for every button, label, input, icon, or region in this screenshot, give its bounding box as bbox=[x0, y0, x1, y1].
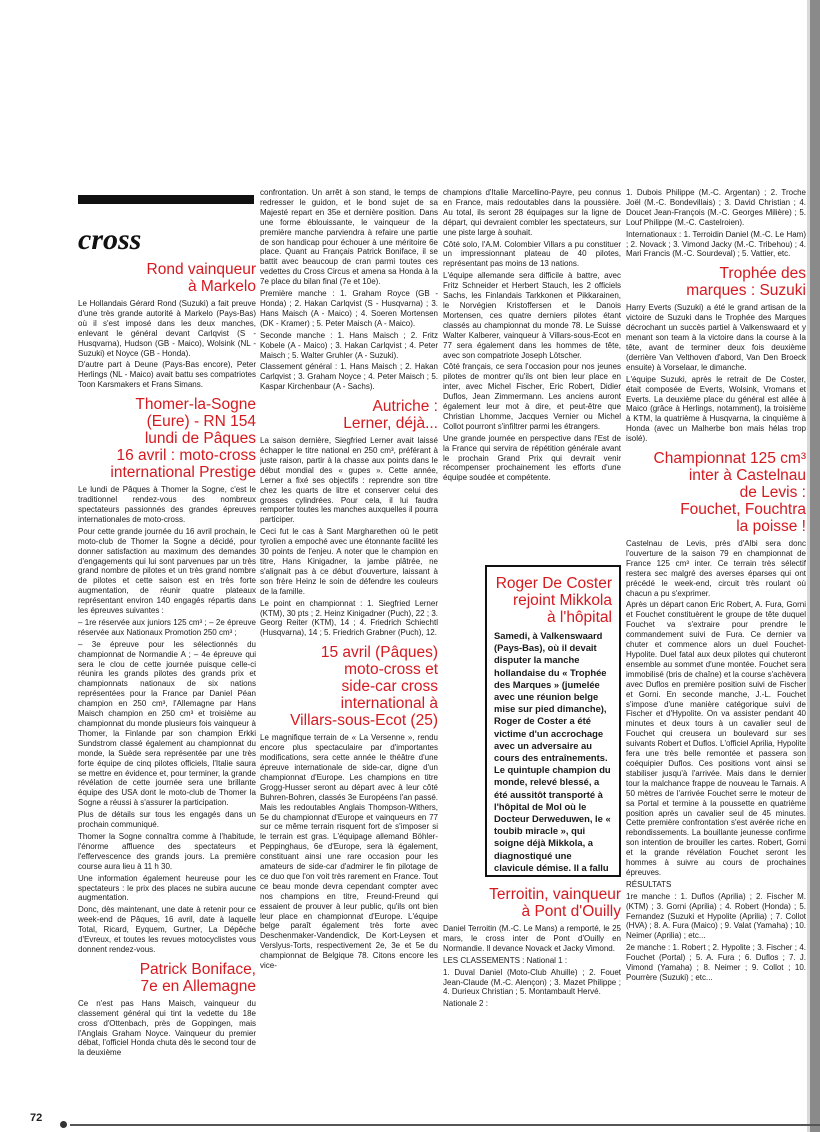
paragraph: Une information également heureuse pour les spectateurs : le prix des places ne subira aucune augmentation. bbox=[78, 873, 256, 903]
paragraph: Côté français, ce sera l'occasion pour nos jeunes pilotes de montrer qu'ils ont bien leur place en inter, avec Michel Fischer, Eric Robert, Didier Duflos, Jean Zimmermann. Les anciens auront également leur mot à dire, et peut-être que Christian Lhomme, Jacques Vernier ou Michel Collot pourront s'infiltrer parmi les étrangers. bbox=[443, 362, 621, 431]
paragraph: Nationale 2 : bbox=[443, 999, 488, 1009]
column-2 bbox=[260, 188, 438, 1108]
section-top-bar bbox=[78, 195, 254, 204]
paragraph: Pour cette grande journée du 16 avril prochain, le moto-club de Thomer la Sogne a décidé, pour donner satisfaction au maximum des demandes d'engagements qui lui sont parvenues par un très grand nombre de pilotes et un très grand nombre de pilotes et cette saison est en très forte augmentation, de réunir quatre plateaux représentant environ 140 engagés répartis dans les épreuves suivantes : bbox=[78, 526, 256, 616]
paragraph: Côté solo, l'A.M. Colombier Villars a pu constituer un impressionnant plateau de 40 pilotes, représentant pas moins de 13 nations. bbox=[443, 239, 621, 269]
headline-terroitin: Terroitin, vainqueur à Pont d'Ouilly bbox=[489, 886, 621, 920]
paragraph: Le lundi de Pâques à Thomer la Sogne, c'est le traditionnel rendez-vous des nombreux spectateurs passionnés des grandes épreuves internationales de moto-cross. bbox=[78, 485, 256, 524]
paragraph: Le magnifique terrain de « La Versenne », rendu encore plus spectaculaire par d'importantes modifications, sera cette année le théâtre d'une épreuve internationale de side-car, digne d'un championnat d'Europe. Les champions en titre Grogg-Husser seront au départ avec à leur côté Buhren-Bohren, classés 3e Européens l'an passé. Mais les redoutables Anglais Thompson-Withers, 5e du championnat d'Europe et vainqueurs en 77 sur ce même terrain risquent fort de s'imposer si le terrain est gras. L'équipage allemand Böhler-Peppinghaus, 6e d'Europe, sera là également, constituant ainsi une rare occasion pour les amateurs de side-car d'admirer le fin pilotage de ce duo que l'on voit très rarement en France. Tout ce beau monde devra cependant compter avec nos champions en titre, Freund-Freund qui essaient de prouver à leur public, qu'ils ont bien leur place en championnat d'Europe. L'équipe belge paraît également très forte avec Deschenmaker-Vandendick, De Kort-Leysen et Verslyus-Torts, respectivement 2e, 3e et 5e du championnat de Belgique 78. Citons encore les vice- bbox=[260, 733, 438, 971]
headline-de-coster: Roger De Coster rejoint Mikkola à l'hôpital bbox=[495, 575, 612, 626]
paragraph: Harry Everts (Suzuki) a été le grand artisan de la victoire de Suzuki dans le Trophée des Marques décrochant un succès partiel à Valkenswaard et y menant son team à la victoire dans la course à la tête, avant de terminer deux fois deuxième (derrière Van Velthoven d'abord, Van Den Broeck ensuite) à Vorselaar, le dimanche. bbox=[626, 303, 806, 372]
paragraph: Première manche : 1. Graham Royce (GB - Honda) ; 2. Hakan Carlqvist (S - Husqvarna) ; 3. Hans Maisch (A - Maico) ; 4. Soeren Mortensen (DK - Kramer) ; 5. Peter Maisch (A - Maico). bbox=[260, 289, 438, 328]
paragraph: L'équipe Suzuki, après le retrait de De Coster, était composée de Everts, Wolsink, Vromans et Everts. La deuxième place du général est allée à Maico (grâce à Herlings, notamment), la troisième à KTM, la quatrième à Husqvarna, la cinquième à Honda (avec un Malherbe bon mais hélas trop isolé). bbox=[626, 374, 806, 444]
column-4 bbox=[626, 188, 806, 1108]
bottom-rule bbox=[70, 1124, 820, 1126]
paragraph: L'équipe allemande sera difficile à battre, avec Fritz Schneider et Herbert Stauch, les 2 officiels Sachs, les Finlandais Tarkkonen et Pikkarainen, le Norvégien Kristoffersen et le Danois Mortensen, ces quatre derniers pilotes étant classés au championnat du monde 78. Le Suisse Walter Kalberer, vainqueur à Villars-sous-Ecot en 77 sera également dans les hommes de tête, avec son compatriote Joseph Lötscher. bbox=[443, 271, 621, 360]
paragraph: La saison dernière, Siegfried Lerner avait laissé échapper le titre national en 250 cm³, préférant à juste raison, partir à la chasse aux points dans le début mondial des « gupes ». Cette année, Lerner a fixé ses objectifs : reprendre son titre chez les quarts de litre et conserver celui des grosses cylindrées. Pour cela, il lui faudra remporter toutes les manches auxquelles il pourra participer. bbox=[260, 436, 438, 525]
paragraph: – 3e épreuve pour les sélectionnés du championnat de Normandie A ; – 4e épreuve qui sera le clou de cette journée puisque celle-ci réunira les grands pilotes des grands prix et championnats nationaux de six nations représentées pour la France par Daniel Péan champion en 250 cm³, l'Allemagne par Hans Maisch champion en 250 cm³ et troisième au championnat du monde plusieurs fois vainqueur à Thomer, la Finlande par son champion Erkki Sundstrom classé également au championnat du monde, la Suède sera représentée par une très forte équipe de cinq pilotes officiels, l'Italie saura se mettre en évidence et, pour terminer, la grande révélation de cette journée sera une brillante équipe des USA dont le moto-club de Thomer la Sogne a réussi à s'assurer la participation. bbox=[78, 639, 256, 808]
paragraph: Thomer la Sogne connaîtra comme à l'habitude, l'énorme affluence des spectateurs et l'effervescence des grands jours. La première course aura lieu à 11 h 30. bbox=[78, 831, 256, 871]
terroitin-article bbox=[443, 880, 621, 1011]
paragraph: Plus de détails sur tous les engagés dans un prochain communiqué. bbox=[78, 810, 256, 830]
page-edge bbox=[810, 0, 820, 1132]
headline-trophee: Trophée des marques : Suzuki bbox=[686, 265, 806, 300]
column-1 bbox=[78, 205, 256, 1115]
bottom-dot bbox=[60, 1121, 67, 1128]
headline-rond: Rond vainqueur à Markelo bbox=[146, 261, 256, 295]
paragraph: – 1re réservée aux juniors 125 cm³ ; – 2e épreuve réservée aux Nationaux Promotion 250 cm³ ; bbox=[78, 617, 256, 637]
paragraph: 1re manche : 1. Duflos (Aprilia) ; 2. Fischer M. (KTM) ; 3. Gorni (Aprilia) ; 4. Robert (Honda) ; 5. Fernandez (Suzuki et Hypolite (Aprilia) ; 7. Collot (HVA) ; 8. A. Fura (Maico) ; 9. Valat (Yamaha) ; 10. Neimer (Aprilia) ; etc... bbox=[626, 891, 806, 941]
paragraph: RÉSULTATS bbox=[626, 879, 672, 889]
paragraph: Une grande journée en perspective dans l'Est de la France qui servira de répétition générale avant le prochain Grand Prix qui devrait venir récompenser prochainement les efforts d'une équipe soudée et compétente. bbox=[443, 433, 621, 483]
paragraph: Daniel Terroitin (M.-C. Le Mans) a remporté, le 25 mars, le cross inter de Pont d'Ouilly en Normandie. Il devance Novack et Jacky Vimond. bbox=[443, 924, 621, 953]
paragraph: confrontation. Un arrêt à son stand, le temps de redresser le guidon, et le bond sujet de sa Majesté repart en 35e et dernière position. Dans une forme éblouissante, le vainqueur de la première manche parviendra à refaire une partie de son handicap pour échouer à une méritoire 6e place. Quant au Français Patrick Boniface, il se battit avec beaucoup de cran parmi toutes ces vedettes du Cross Circus et amena sa Honda à la 7e place du bilan final (7e et 10e). bbox=[260, 188, 438, 287]
paragraph: 2e manche : 1. Robert ; 2. Hypolite ; 3. Fischer ; 4. Fouchet (Portal) ; 5. A. Fura ; 6. Duflos ; 7. J. Vimond (Yamaha) ; 8. Neimer ; 9. Collot ; 10. Pourrère (Suzuki) ; etc... bbox=[626, 943, 806, 982]
paragraph: LES CLASSEMENTS : National 1 : bbox=[443, 955, 568, 965]
boxed-article-de-coster bbox=[485, 565, 621, 877]
paragraph: Le point en championnat : 1. Siegfried Lerner (KTM), 30 pts ; 2. Heinz Kinigadner (Puch), 22 ; 3. Georg Reiter (KTM), 14 ; 4. Friedrich Schiechtl (Husqvarna), 14 ; 5. Friedrich Grabner (Puch), 12. bbox=[260, 598, 438, 638]
paragraph: Le Hollandais Gérard Rond (Suzuki) a fait preuve d'une très grande autorité à Markelo (Pays-Bas) où il s'est imposé dans les deux manches, enlevant le général devant Carlqvist (S - Husqvarna), Hudson (GB - Maico), Wolsink (NL - Suzuki) et Noyce (GB - Honda). bbox=[78, 299, 256, 358]
paragraph: Ceci fut le cas à Sant Margharethen où le petit tyrolien a empoché avec une étonnante facilité les 30 points de l'enjeu. A noter que le champion en titre, Hans Kinigadner, la jambe plâtrée, ne s'alignait pas à ce début d'ouverture, laissant à son frère Heinz le soin de défendre les couleurs de la famille. bbox=[260, 527, 438, 596]
headline-villars: 15 avril (Pâques) moto-cross et side-car cross international à Villars-sous-Ecot (25) bbox=[290, 644, 438, 730]
page-number: 72 bbox=[30, 1112, 43, 1124]
paragraph: champions d'Italie Marcellino-Payre, peu connus en France, mais redoutables dans la poussière. Au total, ils seront 28 équipages sur la ligne de départ, qui devraient combler les spectateurs, sur une piste large à souhait. bbox=[443, 188, 621, 237]
paragraph: D'autre part à Deune (Pays-Bas encore), Peter Herlings (NL - Maico) avait battu ses compatriotes Toon Karsmakers et Frans Simans. bbox=[78, 360, 256, 390]
headline-castelnau: Championnat 125 cm³ inter à Castelnau de Levis : Fouchet, Fouchtra la poisse ! bbox=[653, 450, 806, 536]
paragraph: Après un départ canon Eric Robert, A. Fura, Gorni et Fouchet constituèrent le groupe de tête duquel Fouchet va s'extraire pour prendre le commandement suivi de Fura. Ce dernier va chuter et commence alors un duel Fouchet-Hypolite. Duel fatal aux deux pilotes qui chuteront ensemble au sommet d'une montée. Fouchet sera immobilisé (bris de chaîne) et la course s'achèvera avec Duflos en première position suivi de Fischer et Gorni. En seconde manche, J.-L. Fouchet s'impose d'une manière catégorique suivi de Fischer et d'Hypolite. On va assister pendant 40 minutes et deux tours à un cavalier seul de Fouchet qui creusera un boulevard sur ses suivants Robert et Duflos. L'officiel Aprilia, Hypolite fera une très belle remontée et passera son coéquipier Duflos. Ces positions vont ainsi se stabiliser jusqu'à l'arrivée. Mais dans le dernier tour la malchance frappe de nouveau le Tarnais. A 50 mètres de l'arrivée Fouchet serre le moteur de sa Portal et termine à la poussette en quatrième position après un cavalier seul de 45 minutes. Cette première confrontation s'est avérée riche en rebondissements. La bouillante jeunesse confirme son intention de brouiller les cartes. Robert, Gorni et la grande révélation Fouchet seront les hommes à suivre au cours de prochaines épreuves. bbox=[626, 600, 806, 877]
paragraph: Classement général : 1. Hans Maisch ; 2. Hakan Carlqvist ; 3. Graham Noyce ; 4. Peter Maisch ; 5. Kaspar Kirchenbaur (A - Sachs). bbox=[260, 362, 438, 392]
headline-boniface: Patrick Boniface, 7e en Allemagne bbox=[139, 960, 256, 995]
paragraph: Donc, dès maintenant, une date à retenir pour ce week-end de Pâques, 16 avril, date à laquelle Total, Ricard, Eyquem, Gurtner, La Dépêche d'Evreux, et toutes les revues motocyclistes vous donnent rendez-vous. bbox=[78, 905, 256, 954]
paragraph: Ce n'est pas Hans Maisch, vainqueur du classement général qui tint la vedette du 18e cross d'Ottenbach, près de Goppingen, mais l'Anglais Graham Noyce. Vainqueur du premier débat, l'officiel Honda chuta dès le second tour de la deuxième bbox=[78, 998, 256, 1058]
section-title: cross bbox=[78, 223, 142, 256]
boxed-paragraph: Samedi, à Valkenswaard (Pays-Bas), où il devait disputer la manche hollandaise du « Trophée des Marques » (jumelée avec une réunion belge mise sur pied dimanche), Roger de Coster a été victime d'un accrochage avec un adversaire au cours des entraînements. Le quintuple champion du monde, relevé blessé, a été aussitôt transporté à l'hôpital de Mol où le Docteur Derweduwen, le « toubib miracle », qui soigne déjà Mikkola, a diagnostiqué une clavicule démise. Il a fallu bbox=[494, 630, 611, 873]
headline-autriche: Autriche : Lerner, déjà... bbox=[343, 398, 438, 433]
headline-thomer: Thomer-la-Sogne (Eure) - RN 154 lundi de Pâques 16 avril : moto-cross international Prestige bbox=[110, 396, 256, 482]
paragraph: 1. Dubois Philippe (M.-C. Argentan) ; 2. Troche Joël (M.-C. Bondevillais) ; 3. David Christian ; 4. Doucet Jean-François (M.-C. Georges Milière) ; 5. Louf Philippe (M.-C. Castelroien). bbox=[626, 188, 806, 227]
paragraph: Seconde manche : 1. Hans Maisch ; 2. Fritz Kobele (A - Maico) ; 3. Hakan Carlqvist ; 4. Peter Maisch ; 5. Walter Gruhler (A - Suzuki). bbox=[260, 330, 438, 360]
paragraph: Internationaux : 1. Terroidin Daniel (M.-C. Le Ham) ; 2. Novack ; 3. Vimond Jacky (M.-C. Tribehou) ; 4. Mari Francis (M.-C. Sourdeval) ; 5. Vattier, etc. bbox=[626, 229, 806, 259]
paragraph: Castelnau de Levis, près d'Albi sera donc l'ouverture de la saison 79 en championnat de France 125 cm³ inter. Ce terrain très sélectif restera sec malgré des averses éparses qui ont précédé le week-end, circuit très roulant où chacun a pu s'exprimer. bbox=[626, 539, 806, 598]
paragraph: 1. Duval Daniel (Moto-Club Ahuille) ; 2. Fouet Jean-Claude (M.-C. Alençon) ; 3. Mazet Philippe ; 4. Durieux Christian ; 5. Montambault Hervé. bbox=[443, 967, 621, 997]
